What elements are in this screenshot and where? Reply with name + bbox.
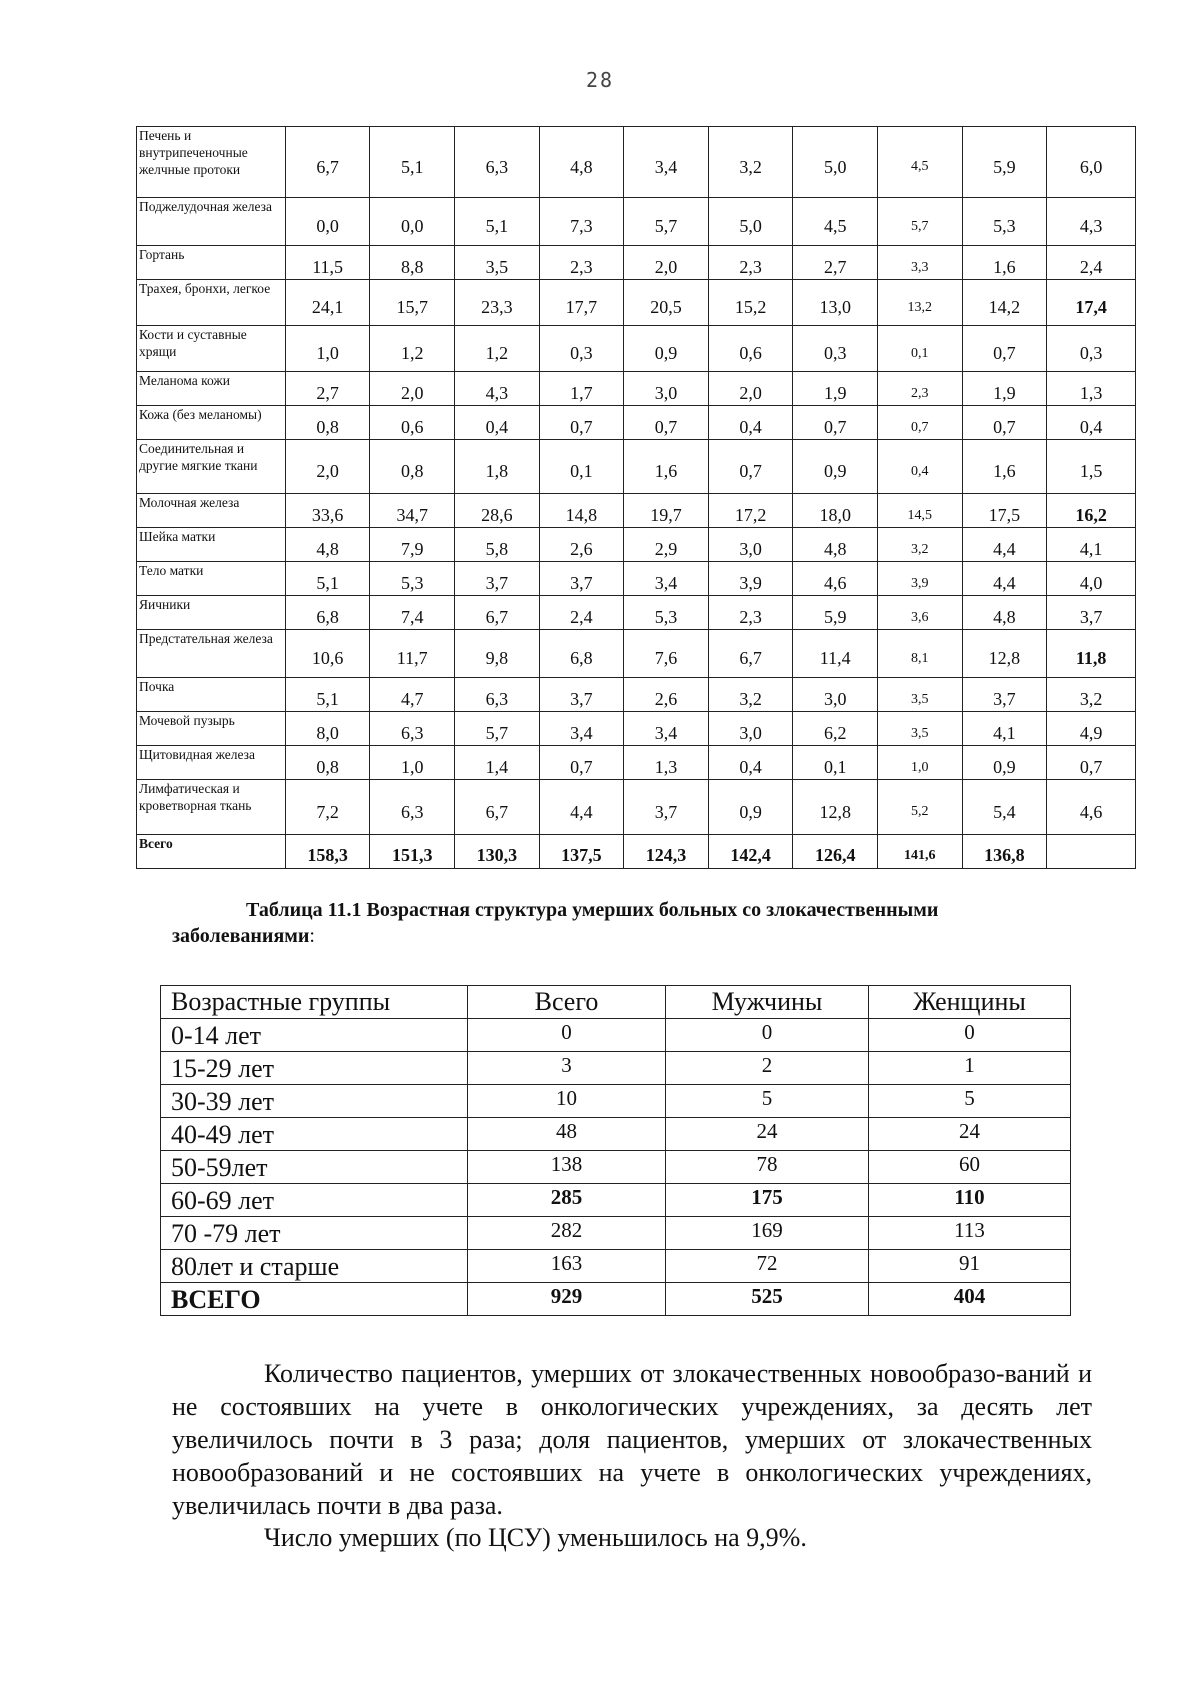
- table-cell: 4,3: [455, 372, 540, 406]
- table-cell: 0,9: [793, 440, 878, 494]
- table-cell: 6,3: [370, 712, 455, 746]
- table-row: [161, 1250, 1071, 1283]
- table-cell: 5,2: [877, 780, 962, 835]
- table-cell: 4,8: [962, 596, 1047, 630]
- table-cell: 3,5: [877, 678, 962, 712]
- table-row: [137, 528, 1136, 562]
- table-cell: 0,7: [1047, 746, 1136, 780]
- row-label: Печень и внутрипеченочные желчные протоки: [137, 127, 286, 198]
- table-cell: 0,8: [285, 406, 370, 440]
- table-cell: 5,7: [877, 198, 962, 246]
- age-group-cell: 70 -79 лет: [161, 1217, 468, 1250]
- men-cell: 5: [666, 1085, 869, 1118]
- table-cell: 11,7: [370, 630, 455, 678]
- table-cell: 1,6: [962, 246, 1047, 280]
- table-cell: 5,1: [370, 127, 455, 198]
- table-cell: 141,6: [877, 835, 962, 869]
- table-cell: 4,7: [370, 678, 455, 712]
- header-age-groups: Возрастные группы: [161, 986, 468, 1019]
- total-cell: 163: [468, 1250, 666, 1283]
- table-cell: 6,7: [285, 127, 370, 198]
- table-cell: 17,2: [708, 494, 793, 528]
- table-cell: 1,7: [539, 372, 624, 406]
- table-cell: 4,8: [793, 528, 878, 562]
- table-row: [137, 780, 1136, 835]
- table-cell: 0,0: [285, 198, 370, 246]
- women-cell: 113: [869, 1217, 1071, 1250]
- table-cell: 0,9: [708, 780, 793, 835]
- paragraph-1: Количество пациентов, умерших от злокачественных новообразо-ваний и не состоявших на учете в онкологических учреждениях, за десять лет увеличилось почти в 3 раза; доля пациентов, умерших от злокачественных новообразований и не состоявших на учете в онкологических учреждениях, увеличилась почти в два раза.: [172, 1359, 1092, 1520]
- total-cell: 48: [468, 1118, 666, 1151]
- table-cell: 4,1: [1047, 528, 1136, 562]
- row-label: Лимфатическая и кроветворная ткань: [137, 780, 286, 835]
- table-cell: 5,3: [962, 198, 1047, 246]
- age-group-cell: 0-14 лет: [161, 1019, 468, 1052]
- table-cell: 6,0: [1047, 127, 1136, 198]
- men-cell: 175: [666, 1184, 869, 1217]
- women-cell: 5: [869, 1085, 1071, 1118]
- table-cell: 5,7: [455, 712, 540, 746]
- table-cell: 3,4: [624, 127, 709, 198]
- table-cell: 5,1: [285, 562, 370, 596]
- table-cell: 33,6: [285, 494, 370, 528]
- table-cell: 14,5: [877, 494, 962, 528]
- table-cell: 3,7: [624, 780, 709, 835]
- total-cell: 10: [468, 1085, 666, 1118]
- women-cell: 1: [869, 1052, 1071, 1085]
- table-cell: 1,0: [370, 746, 455, 780]
- table-row: [137, 746, 1136, 780]
- table-cell: 3,7: [539, 562, 624, 596]
- table-cell: 1,9: [962, 372, 1047, 406]
- table-cell: 4,6: [1047, 780, 1136, 835]
- table-row: [137, 678, 1136, 712]
- table-cell: 5,8: [455, 528, 540, 562]
- age-group-cell: 15-29 лет: [161, 1052, 468, 1085]
- table-cell: 0,7: [539, 746, 624, 780]
- table-cell: 17,4: [1047, 280, 1136, 326]
- header-total: Всего: [468, 986, 666, 1019]
- table-cell: 6,3: [370, 780, 455, 835]
- caption-line-1: Таблица 11.1 Возрастная структура умерших больных со злокачественными: [246, 899, 939, 921]
- row-label: Тело матки: [137, 562, 286, 596]
- age-group-cell: 80лет и старше: [161, 1250, 468, 1283]
- row-label: Кожа (без меланомы): [137, 406, 286, 440]
- table-cell: 1,6: [624, 440, 709, 494]
- table-cell: 3,7: [455, 562, 540, 596]
- table-cell: 0,7: [624, 406, 709, 440]
- table-cell: 3,2: [877, 528, 962, 562]
- table-row: [137, 372, 1136, 406]
- table-cell: 1,2: [370, 326, 455, 372]
- table-cell: 3,9: [708, 562, 793, 596]
- table-cell: 3,4: [624, 562, 709, 596]
- table-cell: 5,7: [624, 198, 709, 246]
- age-group-cell: ВСЕГО: [161, 1283, 468, 1316]
- men-cell: 24: [666, 1118, 869, 1151]
- table-cell: 7,6: [624, 630, 709, 678]
- table-cell: 1,4: [455, 746, 540, 780]
- table-cell: 10,6: [285, 630, 370, 678]
- row-label: Предстательная железа: [137, 630, 286, 678]
- caption-colon: :: [309, 925, 315, 947]
- table-cell: 3,5: [455, 246, 540, 280]
- total-cell: 929: [468, 1283, 666, 1316]
- table-cell: 0,4: [455, 406, 540, 440]
- table-cell: 34,7: [370, 494, 455, 528]
- total-cell: 138: [468, 1151, 666, 1184]
- table-cell: 4,1: [962, 712, 1047, 746]
- table-cell: 142,4: [708, 835, 793, 869]
- table-cell: 17,7: [539, 280, 624, 326]
- table-cell: 0,7: [877, 406, 962, 440]
- table-cell: 2,4: [1047, 246, 1136, 280]
- table-cell: 0,7: [539, 406, 624, 440]
- table-cell: 0,9: [624, 326, 709, 372]
- table-cell: 6,3: [455, 127, 540, 198]
- table-cell: 7,9: [370, 528, 455, 562]
- men-cell: 169: [666, 1217, 869, 1250]
- incidence-table: [136, 126, 1136, 869]
- table-cell: 0,1: [877, 326, 962, 372]
- table-cell: 0,0: [370, 198, 455, 246]
- table-cell: 1,9: [793, 372, 878, 406]
- table-cell: 2,3: [708, 596, 793, 630]
- table-row: [161, 1184, 1071, 1217]
- table-cell: 2,0: [285, 440, 370, 494]
- table-cell: 3,0: [793, 678, 878, 712]
- table-cell: 3,4: [624, 712, 709, 746]
- row-label: Гортань: [137, 246, 286, 280]
- table-cell: 130,3: [455, 835, 540, 869]
- row-label: Кости и суставные хрящи: [137, 326, 286, 372]
- table-cell: 3,5: [877, 712, 962, 746]
- table-cell: 3,7: [962, 678, 1047, 712]
- table-cell: 2,0: [370, 372, 455, 406]
- table-cell: 0,7: [962, 406, 1047, 440]
- row-label: Поджелудочная железа: [137, 198, 286, 246]
- women-cell: 0: [869, 1019, 1071, 1052]
- table-cell: 0,1: [793, 746, 878, 780]
- table-cell: 2,9: [624, 528, 709, 562]
- table-cell: 1,3: [1047, 372, 1136, 406]
- women-cell: 60: [869, 1151, 1071, 1184]
- table-cell: 2,0: [708, 372, 793, 406]
- table-cell: 0,7: [708, 440, 793, 494]
- page-number: 28: [585, 68, 615, 92]
- table-cell: 3,6: [877, 596, 962, 630]
- men-cell: 525: [666, 1283, 869, 1316]
- table-cell: 4,6: [793, 562, 878, 596]
- table-cell: 6,8: [539, 630, 624, 678]
- caption-line-2: заболеваниями: [172, 925, 310, 947]
- table-cell: 4,8: [539, 127, 624, 198]
- row-label: Мочевой пузырь: [137, 712, 286, 746]
- table-cell: 4,9: [1047, 712, 1136, 746]
- total-cell: 0: [468, 1019, 666, 1052]
- table-cell: 4,4: [539, 780, 624, 835]
- table-row: [137, 712, 1136, 746]
- table-cell: 23,3: [455, 280, 540, 326]
- row-label: Молочная железа: [137, 494, 286, 528]
- table-cell: 5,4: [962, 780, 1047, 835]
- men-cell: 72: [666, 1250, 869, 1283]
- table-caption: [172, 897, 1092, 949]
- table-cell: 0,8: [370, 440, 455, 494]
- table-cell: 5,3: [370, 562, 455, 596]
- table-cell: 14,8: [539, 494, 624, 528]
- table-cell: 12,8: [962, 630, 1047, 678]
- table-cell: 1,0: [285, 326, 370, 372]
- table-cell: 7,2: [285, 780, 370, 835]
- row-label: Почка: [137, 678, 286, 712]
- table-cell: 0,8: [285, 746, 370, 780]
- table-cell: 5,3: [624, 596, 709, 630]
- table-cell: 0,4: [1047, 406, 1136, 440]
- table-cell: 1,0: [877, 746, 962, 780]
- table-row: [137, 246, 1136, 280]
- table-cell: 3,3: [877, 246, 962, 280]
- table-cell: 4,5: [877, 127, 962, 198]
- table-cell: 13,0: [793, 280, 878, 326]
- table-cell: 6,8: [285, 596, 370, 630]
- table-cell: 137,5: [539, 835, 624, 869]
- table-cell: 8,0: [285, 712, 370, 746]
- table-cell: 0,6: [708, 326, 793, 372]
- table-cell: 2,0: [624, 246, 709, 280]
- table-cell: 5,9: [962, 127, 1047, 198]
- total-row: [161, 1283, 1071, 1316]
- table-cell: 6,7: [455, 780, 540, 835]
- table-row: [137, 127, 1136, 198]
- table-cell: 0,4: [877, 440, 962, 494]
- table-row: [137, 440, 1136, 494]
- table-cell: 1,6: [962, 440, 1047, 494]
- table-cell: 1,8: [455, 440, 540, 494]
- table-cell: 0,3: [793, 326, 878, 372]
- table-cell: 2,3: [877, 372, 962, 406]
- table-cell: 151,3: [370, 835, 455, 869]
- table-cell: 6,7: [455, 596, 540, 630]
- men-cell: 0: [666, 1019, 869, 1052]
- table-row: [161, 1019, 1071, 1052]
- women-cell: 404: [869, 1283, 1071, 1316]
- header-women: Женщины: [869, 986, 1071, 1019]
- table-cell: 28,6: [455, 494, 540, 528]
- table-cell: 7,4: [370, 596, 455, 630]
- row-label: Яичники: [137, 596, 286, 630]
- total-cell: 285: [468, 1184, 666, 1217]
- table-cell: 17,5: [962, 494, 1047, 528]
- table-cell: 5,1: [455, 198, 540, 246]
- table-cell: 1,3: [624, 746, 709, 780]
- table-cell: 4,8: [285, 528, 370, 562]
- table-cell: 3,9: [877, 562, 962, 596]
- table-cell: 3,7: [539, 678, 624, 712]
- table-cell: 18,0: [793, 494, 878, 528]
- table-cell: 124,3: [624, 835, 709, 869]
- table-cell: 6,7: [708, 630, 793, 678]
- row-label: Трахея, бронхи, легкое: [137, 280, 286, 326]
- table-cell: 9,8: [455, 630, 540, 678]
- table-cell: 2,3: [708, 246, 793, 280]
- table-cell: 2,6: [539, 528, 624, 562]
- table-cell: 0,3: [539, 326, 624, 372]
- table-cell: 13,2: [877, 280, 962, 326]
- table-cell: 4,3: [1047, 198, 1136, 246]
- row-label: Щитовидная железа: [137, 746, 286, 780]
- table-cell: 3,0: [708, 528, 793, 562]
- age-group-cell: 40-49 лет: [161, 1118, 468, 1151]
- table-cell: 3,0: [624, 372, 709, 406]
- table-cell: 11,8: [1047, 630, 1136, 678]
- table-cell: 11,4: [793, 630, 878, 678]
- table-cell: 15,7: [370, 280, 455, 326]
- table-cell: 0,7: [962, 326, 1047, 372]
- table-cell: 6,3: [455, 678, 540, 712]
- women-cell: 91: [869, 1250, 1071, 1283]
- header-men: Мужчины: [666, 986, 869, 1019]
- table-cell: 4,5: [793, 198, 878, 246]
- age-group-cell: 30-39 лет: [161, 1085, 468, 1118]
- table-cell: 0,4: [708, 746, 793, 780]
- table-cell: 2,7: [793, 246, 878, 280]
- total-row: [137, 835, 1136, 869]
- table-row: [137, 630, 1136, 678]
- table-cell: 3,2: [708, 678, 793, 712]
- row-label: Всего: [137, 835, 286, 869]
- table-cell: 4,4: [962, 528, 1047, 562]
- age-structure-table: [160, 985, 1071, 1316]
- table-cell: 126,4: [793, 835, 878, 869]
- table-cell: 0,3: [1047, 326, 1136, 372]
- table-header-row: [161, 986, 1071, 1019]
- table-cell: 15,2: [708, 280, 793, 326]
- table-cell: 19,7: [624, 494, 709, 528]
- table-cell: 1,5: [1047, 440, 1136, 494]
- row-label: Соединительная и другие мягкие ткани: [137, 440, 286, 494]
- table-cell: 24,1: [285, 280, 370, 326]
- table-row: [137, 406, 1136, 440]
- total-cell: 282: [468, 1217, 666, 1250]
- table-cell: 2,6: [624, 678, 709, 712]
- table-cell: 3,2: [708, 127, 793, 198]
- table-cell: 8,8: [370, 246, 455, 280]
- table-cell: 5,9: [793, 596, 878, 630]
- table-cell: 4,0: [1047, 562, 1136, 596]
- row-label: Шейка матки: [137, 528, 286, 562]
- women-cell: 110: [869, 1184, 1071, 1217]
- table-row: [137, 280, 1136, 326]
- age-group-cell: 60-69 лет: [161, 1184, 468, 1217]
- table-cell: 4,4: [962, 562, 1047, 596]
- table-cell: 3,2: [1047, 678, 1136, 712]
- table-cell: 5,0: [708, 198, 793, 246]
- table-row: [137, 198, 1136, 246]
- table-row: [137, 326, 1136, 372]
- table-cell: 3,7: [1047, 596, 1136, 630]
- women-cell: 24: [869, 1118, 1071, 1151]
- table-row: [137, 562, 1136, 596]
- table-cell: 8,1: [877, 630, 962, 678]
- men-cell: 2: [666, 1052, 869, 1085]
- table-cell: 12,8: [793, 780, 878, 835]
- row-label: Меланома кожи: [137, 372, 286, 406]
- table-cell: 20,5: [624, 280, 709, 326]
- table-cell: 158,3: [285, 835, 370, 869]
- total-cell: 3: [468, 1052, 666, 1085]
- table-row: [161, 1052, 1071, 1085]
- table-cell: 2,3: [539, 246, 624, 280]
- table-cell: 6,2: [793, 712, 878, 746]
- table-row: [161, 1085, 1071, 1118]
- table-cell: 3,0: [708, 712, 793, 746]
- table-cell: 1,2: [455, 326, 540, 372]
- table-cell: 2,4: [539, 596, 624, 630]
- age-group-cell: 50-59лет: [161, 1151, 468, 1184]
- table-row: [137, 596, 1136, 630]
- table-row: [161, 1118, 1071, 1151]
- table-cell: 136,8: [962, 835, 1047, 869]
- table-row: [161, 1217, 1071, 1250]
- table-row: [161, 1151, 1071, 1184]
- table-cell: 0,7: [793, 406, 878, 440]
- table-cell: 0,9: [962, 746, 1047, 780]
- table-cell: 16,2: [1047, 494, 1136, 528]
- table-cell: 11,5: [285, 246, 370, 280]
- table-cell: 0,6: [370, 406, 455, 440]
- table-cell: 7,3: [539, 198, 624, 246]
- table-cell: [1047, 835, 1136, 869]
- table-row: [137, 494, 1136, 528]
- table-cell: 0,4: [708, 406, 793, 440]
- table-cell: 5,0: [793, 127, 878, 198]
- table-cell: 3,4: [539, 712, 624, 746]
- table-cell: 2,7: [285, 372, 370, 406]
- table-cell: 0,1: [539, 440, 624, 494]
- table-cell: 14,2: [962, 280, 1047, 326]
- men-cell: 78: [666, 1151, 869, 1184]
- table-cell: 5,1: [285, 678, 370, 712]
- paragraph-2: Число умерших (по ЦСУ) уменьшилось на 9,9%.: [264, 1523, 807, 1552]
